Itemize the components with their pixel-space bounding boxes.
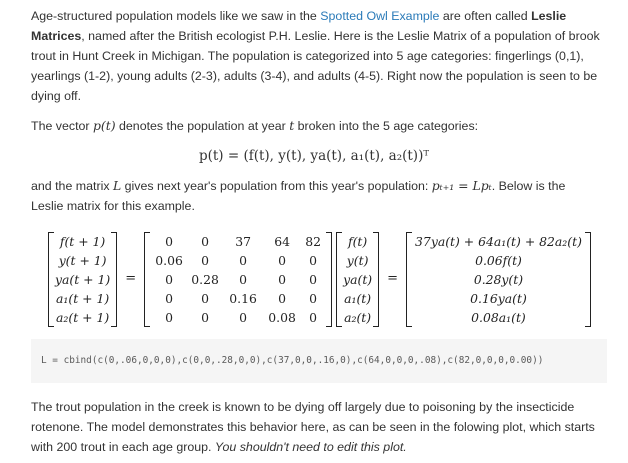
leslie-matrices-term: Leslie Matrices bbox=[31, 9, 567, 43]
matrix-cell: 0 bbox=[239, 271, 248, 287]
matrix-cell: 64 bbox=[274, 233, 290, 249]
vector-text-2: denotes the population at year bbox=[115, 119, 290, 133]
matrix-cell: 0 bbox=[201, 252, 210, 268]
matrix-cell: 0.16 bbox=[229, 290, 257, 306]
lhs-entry: ya(t + 1) bbox=[55, 271, 111, 287]
outro-paragraph bbox=[31, 397, 601, 457]
equals-sign: = bbox=[125, 271, 137, 286]
leslie-equation bbox=[48, 228, 591, 330]
intro-paragraph bbox=[31, 6, 601, 106]
code-cell[interactable] bbox=[31, 339, 607, 383]
code-assign: = bbox=[46, 355, 64, 366]
matrix-cell: 0.28 bbox=[191, 271, 219, 287]
matrix-cell: 0 bbox=[278, 290, 287, 306]
symbol-p-of-t: p(t) bbox=[92, 118, 116, 133]
recurrence-formula: pₜ₊₁ = Lpₜ bbox=[431, 178, 492, 193]
matrix-cell: 0 bbox=[201, 309, 210, 325]
matrix-cell: 0 bbox=[309, 290, 318, 306]
intro-text-3: , named after the British ecologist P.H. Leslie. Here is the Leslie Matrix of a population of brook trout in Hunt Creek in Michigan. The population is categorized into 5 age categories: fingerlings (0,1), yearlings (1-2), young adults (2-3), adults (3-4), and adults (4-5). Right now the population is seen to be dying off. bbox=[31, 29, 600, 103]
lhs-entry: a₂(t + 1) bbox=[56, 309, 110, 325]
vector-text-1: The vector bbox=[31, 119, 93, 133]
matrix-cell: 0 bbox=[201, 290, 210, 306]
matrix-cell: 0.06 bbox=[155, 252, 183, 268]
state-entry: y(t) bbox=[346, 252, 369, 268]
matrix-cell: 0 bbox=[201, 233, 210, 249]
vector-paragraph bbox=[31, 116, 601, 136]
lhs-entry: y(t + 1) bbox=[58, 252, 107, 268]
outro-italic-note: You shouldn't need to edit this plot. bbox=[214, 440, 407, 454]
rhs-entry: 0.16ya(t) bbox=[470, 290, 527, 306]
matrix-cell: 0 bbox=[165, 233, 174, 249]
state-entry: a₂(t) bbox=[344, 309, 372, 325]
lhs-vector bbox=[48, 232, 117, 327]
matrix-cell: 0 bbox=[309, 271, 318, 287]
rhs-entry: 0.28y(t) bbox=[473, 271, 524, 287]
state-entry: ya(t) bbox=[343, 271, 373, 287]
matrix-text-3: . Below is the Leslie matrix for this example. bbox=[31, 179, 566, 213]
spotted-owl-link[interactable]: Spotted Owl Example bbox=[320, 9, 440, 23]
matrix-cell: 0 bbox=[278, 252, 287, 268]
matrix-cell: 0 bbox=[239, 252, 248, 268]
lhs-entry: f(t + 1) bbox=[59, 233, 106, 249]
matrix-cell: 0 bbox=[239, 309, 248, 325]
vector-equation: p(t) = (f(t), y(t), ya(t), a₁(t), a₂(t))ᵀ bbox=[198, 148, 430, 164]
rhs-entry: 0.06f(t) bbox=[475, 252, 522, 268]
code-variable: L bbox=[41, 355, 47, 366]
matrix-cell: 0 bbox=[309, 309, 318, 325]
lhs-entry: a₁(t + 1) bbox=[56, 290, 110, 306]
rhs-entry: 37ya(t) + 64a₁(t) + 82a₂(t) bbox=[415, 233, 582, 249]
matrix-cell: 0.08 bbox=[268, 309, 296, 325]
code-expression: cbind(c(0,.06,0,0,0),c(0,0,.28,0,0),c(37,0,0,.16,0),c(64,0,0,0,.08),c(82,0,0,0,0.00)) bbox=[63, 355, 544, 366]
state-entry: a₁(t) bbox=[344, 290, 372, 306]
matrix-cell: 0 bbox=[165, 271, 174, 287]
matrix-cell: 0 bbox=[278, 271, 287, 287]
matrix-cell: 0 bbox=[165, 309, 174, 325]
leslie-matrix bbox=[144, 232, 332, 327]
state-vector bbox=[336, 232, 379, 327]
matrix-paragraph bbox=[31, 176, 601, 216]
symbol-t: t bbox=[289, 118, 295, 133]
matrix-cell: 0 bbox=[165, 290, 174, 306]
matrix-text-1: and the matrix bbox=[31, 179, 113, 193]
matrix-cell: 82 bbox=[305, 233, 321, 249]
rhs-entry: 0.08a₁(t) bbox=[471, 309, 526, 325]
symbol-L: L bbox=[112, 178, 122, 193]
outro-text: The trout population in the creek is known to be dying off largely due to poisoning by the insecticide rotenone. The model demonstrates this behavior here, as can be seen in the folowing plot, which starts with 200 trout in each age group. bbox=[31, 400, 595, 454]
matrix-cell: 37 bbox=[235, 233, 251, 249]
vector-text-3: broken into the 5 age categories: bbox=[294, 119, 479, 133]
matrix-cell: 0 bbox=[309, 252, 318, 268]
matrix-text-2: gives next year's population from this year's population: bbox=[121, 179, 432, 193]
equals-sign: = bbox=[387, 271, 399, 286]
state-entry: f(t) bbox=[348, 233, 368, 249]
intro-text-2: are often called bbox=[439, 9, 532, 23]
intro-text-1: Age-structured population models like we saw in the bbox=[31, 9, 321, 23]
rhs-vector bbox=[406, 232, 591, 327]
